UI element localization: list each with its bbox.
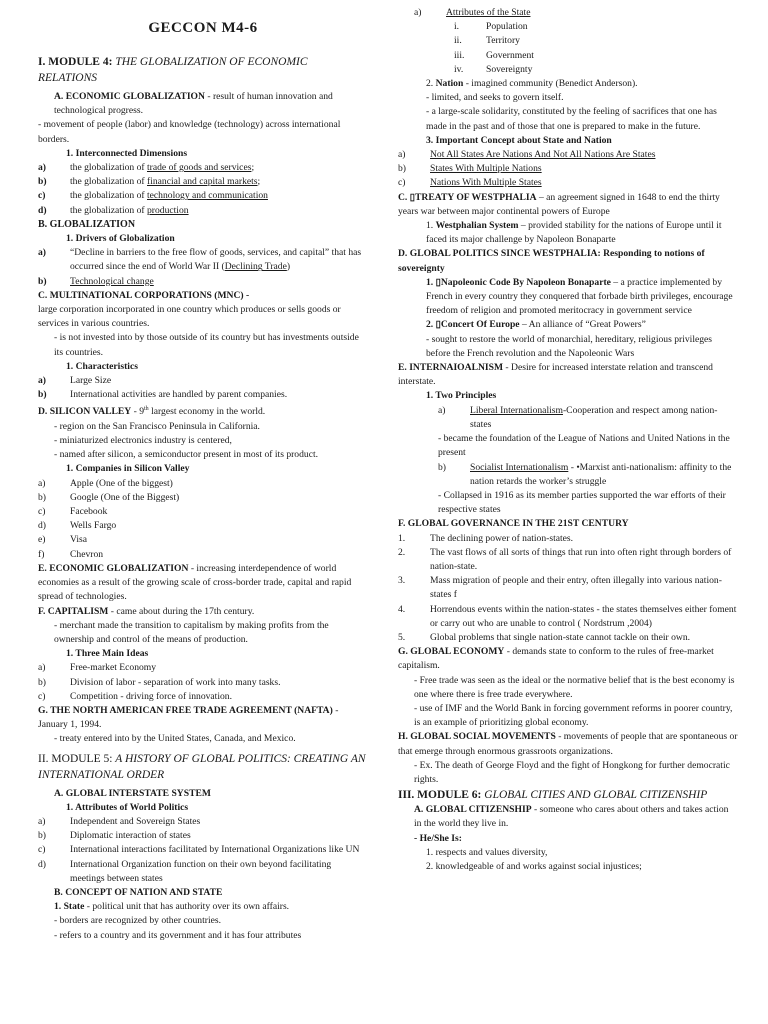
section-c-text: large corporation incorporated in one country which produces or sells goods or services in various countries. xyxy=(38,304,341,330)
section-e-internationalism: E. INTERNAIOALNISM - Desire for increased interstate relation and transcend interstate. xyxy=(398,362,713,388)
economy-line: - Free trade was seen as the ideal or the normative belief that is the best economy is one where there is free trade everywhere. xyxy=(414,674,735,700)
list-item: e) Visa xyxy=(38,534,88,546)
companies-heading: 1. Companies in Silicon Valley xyxy=(66,463,190,475)
section-d-global-politics: D. GLOBAL POLITICS SINCE WESTPHALIA: Responding to notions of sovereignty xyxy=(398,248,705,274)
nation-line: - a large-scale solidarity, constituted by the feeling of sacrifices that one has made in the past and of those that one is prepared to make in the future. xyxy=(426,106,717,132)
section-a-economic-globalization: A. ECONOMIC GLOBALIZATION - result of human innovation and technological progress. xyxy=(54,91,333,117)
state-definition: 1. State - political unit that has authority over its own affairs. xyxy=(54,901,290,913)
economy-line: - use of IMF and the World Bank in forcing government reforms in poorer country, is an example of prioritizing global economy. xyxy=(414,702,733,729)
list-item: ii. Territory xyxy=(454,35,520,47)
section-f-text2: - merchant made the transition to capitalism by making profits from the ownership and control of the means of production. xyxy=(54,619,329,645)
westphalian-system: 1. Westphalian System – provided stability for the nations of Europe until it faced its major challenge by Napoleon Bonaparte xyxy=(426,220,722,246)
list-item: b) States With Multiple Nations xyxy=(398,163,542,175)
nation-definition: 2. Nation - imagined community (Benedict Anderson). xyxy=(426,78,638,90)
important-concept-list xyxy=(398,148,738,191)
module-5-heading: II. MODULE 5: A HISTORY OF GLOBAL POLITICS: CREATING AN INTERNATIONAL ORDER xyxy=(38,752,366,781)
list-item: f) Chevron xyxy=(38,548,104,560)
concept-nation-state-heading: B. CONCEPT OF NATION AND STATE xyxy=(54,886,223,898)
list-item: d) International Organization function on their own beyond facilitating meetings between states xyxy=(38,858,332,884)
drivers-heading: 1. Drivers of Globalization xyxy=(66,233,175,245)
citizenship-item: 2. knowledgeable of and works against social injustices; xyxy=(426,860,642,872)
list-item: 1. The declining power of nation-states. xyxy=(398,532,574,544)
attributes-of-state: a) Attributes of the State xyxy=(414,7,531,18)
list-item: a) Free-market Economy xyxy=(38,662,157,674)
drivers-list xyxy=(38,246,368,289)
section-g-text2: - treaty entered into by the United States, Canada, and Mexico. xyxy=(54,733,296,745)
nation-line: - limited, and seeks to govern itself. xyxy=(426,92,564,104)
list-item: c) Nations With Multiple States xyxy=(398,177,542,189)
module-4-heading: I. MODULE 4: THE GLOBALIZATION OF ECONOMIC RELATIONS xyxy=(38,56,308,84)
main-ideas-list xyxy=(38,661,368,704)
napoleonic-code: 1. ▯Napoleonic Code By Napoleon Bonaparte – a practice implemented by French in every country they conquered that forbade birth privileges, encourage freedom of religion and promoted meritocracy in government service xyxy=(426,276,733,317)
section-g-nafta: G. THE NORTH AMERICAN FREE TRADE AGREEMENT (NAFTA) - January 1, 1994. xyxy=(38,704,339,731)
list-item: c) Competition - driving force of innovation. xyxy=(38,690,232,702)
section-c-mnc: C. MULTINATIONAL CORPORATIONS (MNC) - xyxy=(38,289,250,301)
list-item: b) International activities are handled by parent companies. xyxy=(38,389,288,401)
list-item: a) “Decline in barriers to the free flow of goods, services, and capital” that has occurred since the end of World War II (Declining Trade) xyxy=(38,247,362,273)
list-item: a) Independent and Sovereign States xyxy=(38,815,201,827)
list-item: a) Not All States Are Nations And Not All Nations Are States xyxy=(398,149,656,161)
interconnected-dimensions-heading: 1. Interconnected Dimensions xyxy=(66,147,188,159)
section-b-globalization: B. GLOBALIZATION xyxy=(38,218,136,230)
section-f-capitalism: F. CAPITALISM - came about during the 17th century. xyxy=(38,605,255,617)
governance-list xyxy=(398,532,738,646)
list-item: b) Google (One of the Biggest) xyxy=(38,491,180,503)
two-principles-heading: 1. Two Principles xyxy=(426,390,497,402)
world-politics-list xyxy=(38,815,368,886)
list-item: 4. Horrendous events within the nation-states - the states themselves either foment or carry out who are unable to control ( Nordstrum ,2004) xyxy=(398,603,737,629)
global-interstate-heading: A. GLOBAL INTERSTATE SYSTEM xyxy=(54,787,211,799)
attributes-world-politics-heading: 1. Attributes of World Politics xyxy=(66,801,189,813)
socialist-internationalism: b) Socialist Internationalism - •Marxist anti-nationalism: affinity to the nation retards the worker’s struggle xyxy=(438,461,732,487)
list-item: b) the globalization of financial and capital markets; xyxy=(38,176,261,188)
list-item: c) the globalization of technology and communication xyxy=(38,190,268,202)
state-line: - borders are recognized by other countries. xyxy=(54,915,222,927)
list-item: iv. Sovereignty xyxy=(454,63,533,75)
section-e-economic-globalization: E. ECONOMIC GLOBALIZATION - increasing interdependence of world economies as a result of the growing scale of cross-border trade, capital and rapid spread of technologies. xyxy=(38,562,352,603)
silicon-line: - named after silicon, a semiconductor present in most of its product. xyxy=(54,449,319,461)
section-c-text2: - is not invested into by those outside of its country but has investments outside its countries. xyxy=(54,332,359,358)
section-g-global-economy: G. GLOBAL ECONOMY - demands state to conform to the rules of free-market capitalism. xyxy=(398,646,714,672)
silicon-line: - region on the San Francisco Peninsula in California. xyxy=(54,420,260,432)
list-item: a) the globalization of trade of goods and services; xyxy=(38,162,255,174)
list-item: 5. Global problems that single nation-state cannot tackle on their own. xyxy=(398,631,691,643)
silicon-line: - miniaturized electronics industry is centered, xyxy=(54,435,232,447)
citizenship-item: 1. respects and values diversity, xyxy=(426,846,548,858)
list-item: d) the globalization of production xyxy=(38,204,189,216)
module-6-heading: III. MODULE 6: GLOBAL CITIES AND GLOBAL CITIZENSHIP xyxy=(398,789,708,802)
global-citizenship: A. GLOBAL CITIZENSHIP - someone who cares about others and takes action in the world they live in. xyxy=(414,804,729,830)
liberal-text: - became the foundation of the League of Nations and United Nations in the present xyxy=(438,433,730,459)
list-item: c) International interactions facilitated by International Organizations like UN xyxy=(38,844,360,856)
section-a-text: - movement of people (labor) and knowledge (technology) across international borders. xyxy=(38,119,341,145)
list-item: 3. Mass migration of people and their entry, often illegally into various nation-states f xyxy=(398,575,722,601)
page-title: GECCON M4-6 xyxy=(148,20,258,36)
list-item: a) Large Size xyxy=(38,375,112,387)
list-item: b) Division of labor - separation of work into many tasks. xyxy=(38,676,281,688)
companies-list xyxy=(38,477,368,562)
three-main-ideas-heading: 1. Three Main Ideas xyxy=(66,648,149,660)
interconnected-dimensions-list xyxy=(38,161,368,218)
socialist-text: - Collapsed in 1916 as its member parties supported the war efforts of their respective states xyxy=(438,489,726,516)
list-item: i. Population xyxy=(454,21,528,33)
state-line: - refers to a country and its government and it has four attributes xyxy=(54,929,302,941)
left-column xyxy=(38,18,368,943)
list-item: b) Diplomatic interaction of states xyxy=(38,830,191,842)
section-f-global-governance: F. GLOBAL GOVERNANCE IN THE 21ST CENTURY xyxy=(398,518,629,530)
social-movements-example: - Ex. The death of George Floyd and the fight of Hongkong for further democratic rights. xyxy=(414,759,730,785)
characteristics-heading: 1. Characteristics xyxy=(66,360,138,372)
concert-of-europe: 2. ▯Concert Of Europe – An alliance of “Great Powers” xyxy=(426,319,646,331)
characteristics-list xyxy=(38,374,368,402)
list-item: 2. The vast flows of all sorts of things that run into often right through borders of nation-state. xyxy=(398,546,732,572)
list-item: a) Apple (One of the biggest) xyxy=(38,477,173,489)
list-item: iii. Government xyxy=(454,49,534,61)
section-h-social-movements: H. GLOBAL SOCIAL MOVEMENTS - movements of people that are spontaneous or that emerge through enormous grassroots organizations. xyxy=(398,731,738,757)
state-attributes-list xyxy=(398,20,738,77)
he-she-is-heading: - He/She Is: xyxy=(414,832,462,844)
list-item: d) Wells Fargo xyxy=(38,520,117,532)
section-d-silicon-valley: D. SILICON VALLEY - 9th largest economy in the world. xyxy=(38,406,266,418)
right-column xyxy=(398,6,738,874)
liberal-internationalism: a) Liberal Internationalism-Cooperation and respect among nation-states xyxy=(438,404,718,430)
list-item: c) Facebook xyxy=(38,506,108,518)
important-concept-heading: 3. Important Concept about State and Nation xyxy=(426,134,612,146)
concert-text: - sought to restore the world of monarchial, hereditary, religious privileges before the French revolution and the Napoleonic Wars xyxy=(426,333,713,359)
section-c-westphalia: C. ▯TREATY OF WESTPHALIA – an agreement signed in 1648 to end the thirty years war between major continental powers of Europe xyxy=(398,191,720,217)
list-item: b) Technological change xyxy=(38,275,154,287)
